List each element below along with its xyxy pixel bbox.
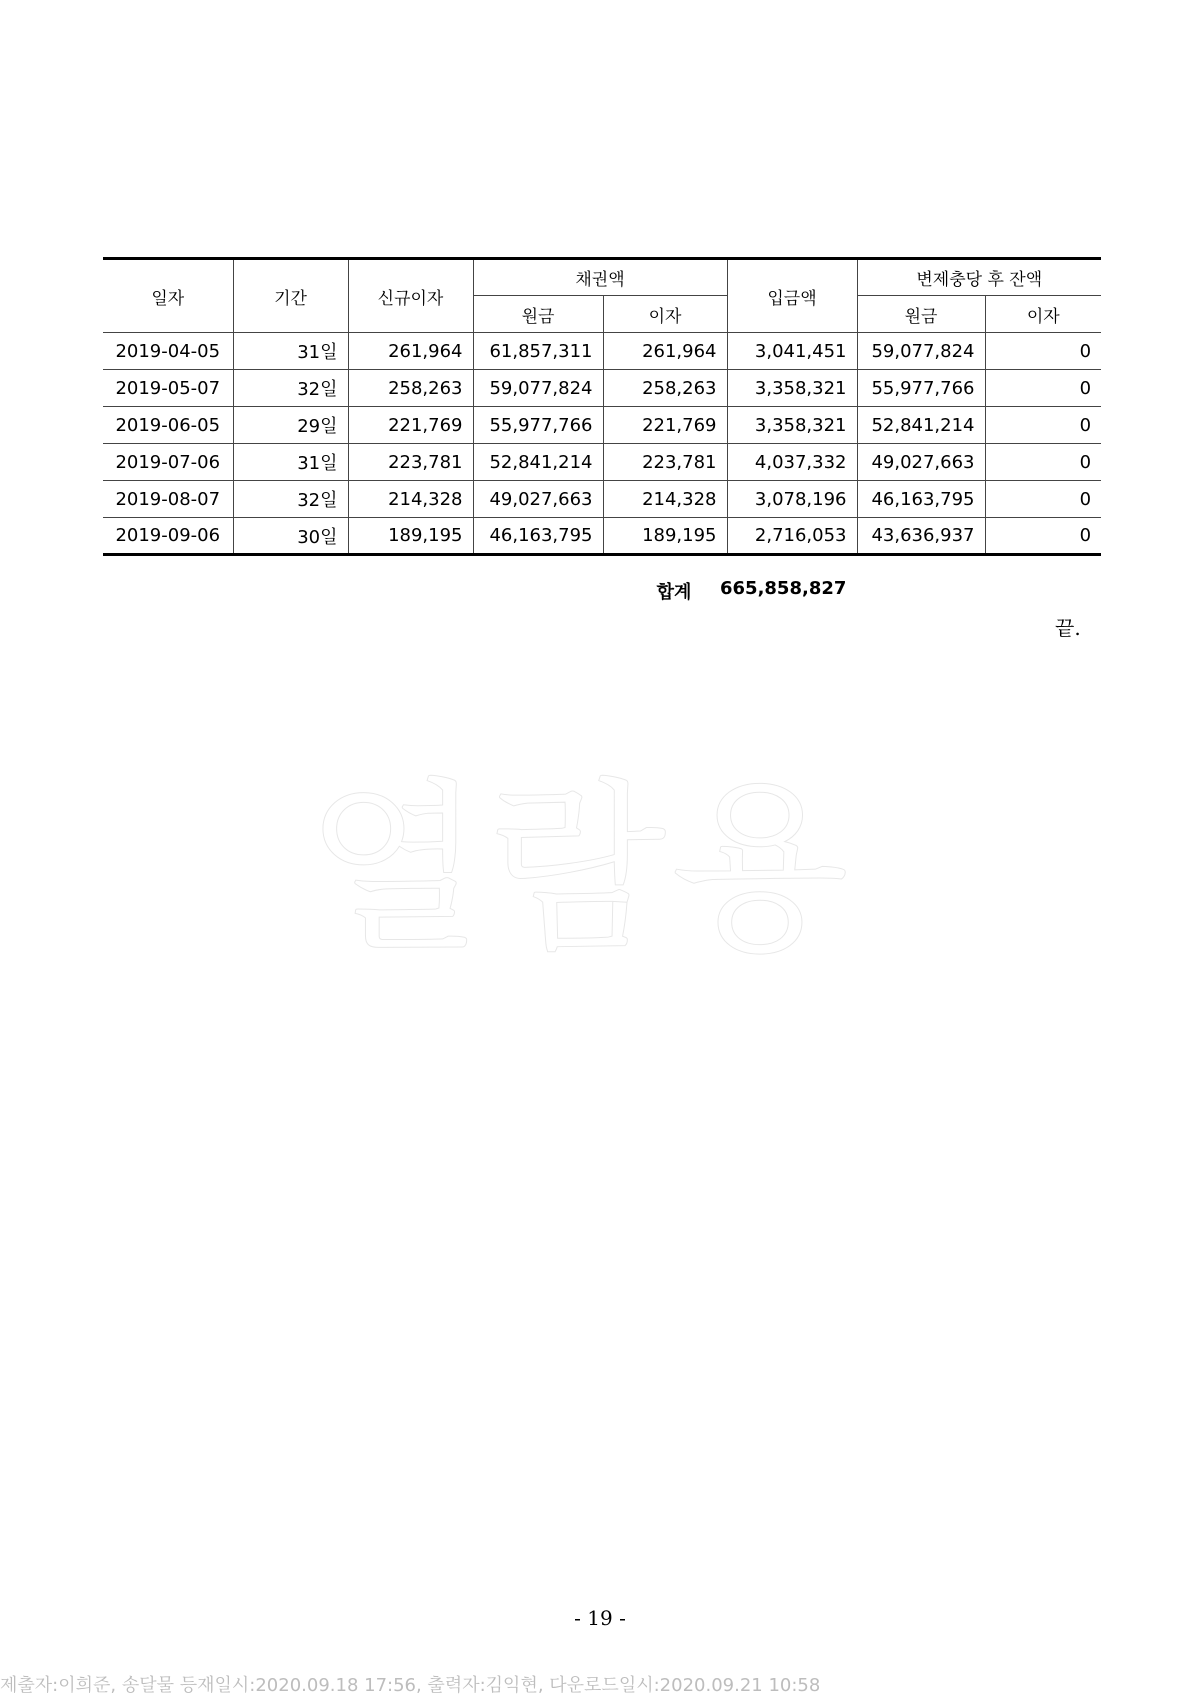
cell-date: 2019-08-07 [103,481,233,518]
cell-new-interest: 221,769 [348,407,473,444]
header-date: 일자 [103,259,233,333]
cell-balance-principal: 46,163,795 [857,481,985,518]
cell-claim-interest: 261,964 [603,333,727,370]
cell-deposit: 2,716,053 [727,518,857,555]
cell-new-interest: 261,964 [348,333,473,370]
cell-period: 29일 [233,407,348,444]
cell-balance-interest: 0 [985,407,1101,444]
cell-claim-principal: 59,077,824 [473,370,603,407]
cell-balance-interest: 0 [985,333,1101,370]
header-new-interest: 신규이자 [348,259,473,333]
interest-ledger-table [103,257,1101,556]
cell-new-interest: 258,263 [348,370,473,407]
header-balance-interest: 이자 [985,296,1101,333]
header-balance-principal: 원금 [857,296,985,333]
cell-balance-interest: 0 [985,444,1101,481]
cell-period: 32일 [233,370,348,407]
cell-new-interest: 214,328 [348,481,473,518]
cell-claim-principal: 46,163,795 [473,518,603,555]
cell-balance-principal: 43,636,937 [857,518,985,555]
cell-balance-interest: 0 [985,518,1101,555]
cell-claim-interest: 214,328 [603,481,727,518]
cell-balance-principal: 49,027,663 [857,444,985,481]
cell-deposit: 3,358,321 [727,370,857,407]
ledger-table-container [103,257,1101,556]
total-value: 665,858,827 [720,578,847,599]
header-period: 기간 [233,259,348,333]
cell-claim-principal: 49,027,663 [473,481,603,518]
cell-claim-principal: 52,841,214 [473,444,603,481]
table-row [103,333,1101,370]
table-row [103,481,1101,518]
cell-balance-interest: 0 [985,370,1101,407]
cell-deposit: 3,078,196 [727,481,857,518]
total-label: 합계 [656,582,692,603]
cell-deposit: 3,358,321 [727,407,857,444]
page-number: - 19 - [574,1606,626,1630]
cell-date: 2019-04-05 [103,333,233,370]
end-mark: 끝. [1055,616,1081,640]
cell-new-interest: 189,195 [348,518,473,555]
cell-date: 2019-07-06 [103,444,233,481]
cell-deposit: 3,041,451 [727,333,857,370]
cell-balance-principal: 59,077,824 [857,333,985,370]
cell-claim-interest: 223,781 [603,444,727,481]
cell-period: 31일 [233,333,348,370]
cell-period: 31일 [233,444,348,481]
header-deposit: 입금액 [727,259,857,333]
cell-balance-principal: 52,841,214 [857,407,985,444]
footer-metadata: 제출자:이희준, 송달물 등재일시:2020.09.18 17:56, 출력자:김익현, 다운로드일시:2020.09.21 10:58 [0,1675,821,1696]
table-row [103,370,1101,407]
table-row [103,444,1101,481]
cell-date: 2019-06-05 [103,407,233,444]
table-row [103,518,1101,555]
header-balance-group: 변제충당 후 잔액 [857,259,1101,296]
header-claim-principal: 원금 [473,296,603,333]
header-claim-interest: 이자 [603,296,727,333]
cell-balance-interest: 0 [985,481,1101,518]
cell-period: 32일 [233,481,348,518]
cell-deposit: 4,037,332 [727,444,857,481]
cell-claim-interest: 221,769 [603,407,727,444]
cell-date: 2019-09-06 [103,518,233,555]
cell-claim-interest: 258,263 [603,370,727,407]
header-claim-group: 채권액 [473,259,727,296]
cell-new-interest: 223,781 [348,444,473,481]
cell-date: 2019-05-07 [103,370,233,407]
cell-claim-principal: 55,977,766 [473,407,603,444]
total-row [0,578,1200,604]
header-row-top [103,259,1101,296]
table-row [103,407,1101,444]
cell-claim-interest: 189,195 [603,518,727,555]
cell-claim-principal: 61,857,311 [473,333,603,370]
watermark: 열람용 [305,761,854,977]
cell-balance-principal: 55,977,766 [857,370,985,407]
cell-period: 30일 [233,518,348,555]
